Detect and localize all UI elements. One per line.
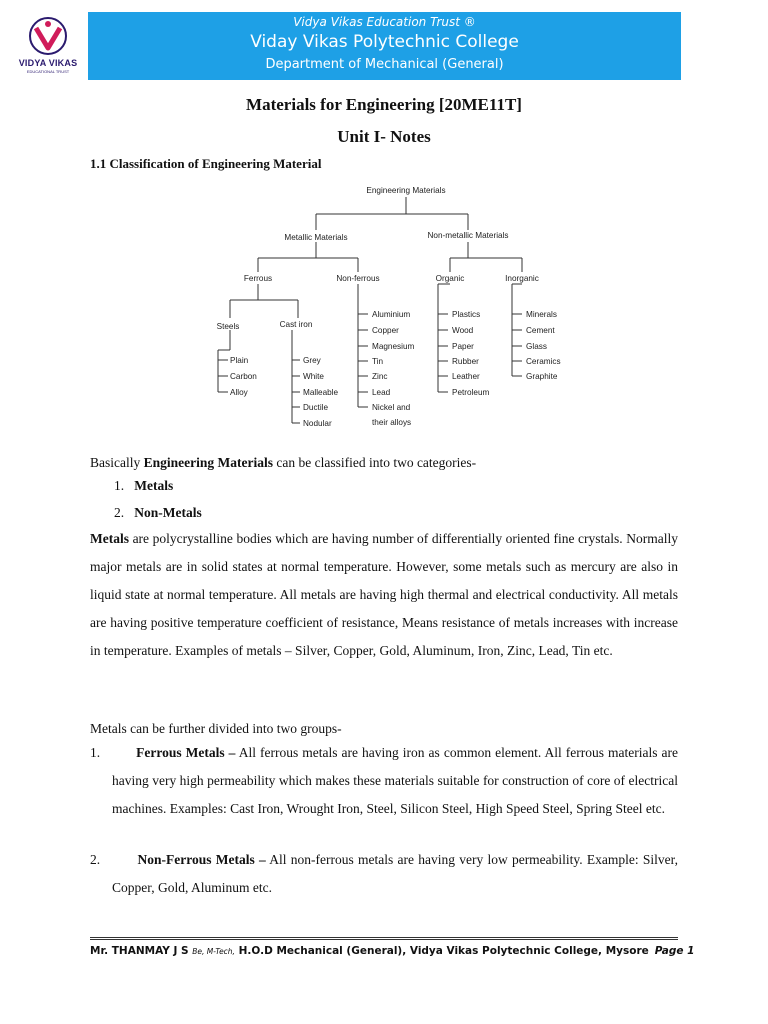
leaf-organic-4: Leather xyxy=(452,372,480,381)
leaf-non-ferrous-7: their alloys xyxy=(372,418,412,427)
list-item xyxy=(114,499,702,526)
leaf-organic-2: Paper xyxy=(452,342,474,351)
leaf-inorganic-3: Ceramics xyxy=(526,357,561,366)
classification-diagram xyxy=(206,180,586,432)
leaf-inorganic-1: Cement xyxy=(526,326,555,335)
node-metallic: Metallic Materials xyxy=(284,233,348,242)
node-cast-iron: Cast iron xyxy=(279,320,313,329)
metals-bold: Metals xyxy=(90,531,129,546)
footer-rest: H.O.D Mechanical (General), Vidya Vikas Polytechnic College, Mysore xyxy=(234,945,649,957)
leaf-inorganic-2: Glass xyxy=(526,342,547,351)
node-root: Engineering Materials xyxy=(366,186,446,195)
leaf-organic-1: Wood xyxy=(452,326,474,335)
group-number: 1. xyxy=(90,745,101,760)
intro-before: Basically xyxy=(90,455,144,470)
leaf-non-ferrous-3: Tin xyxy=(372,357,384,366)
leaf-non-ferrous-1: Copper xyxy=(372,326,399,335)
list-label: Non-Metals xyxy=(134,505,202,520)
department-name: Department of Mechanical (General) xyxy=(265,57,504,72)
header-banner xyxy=(88,12,681,80)
category-list xyxy=(114,472,702,526)
leaf-organic-0: Plastics xyxy=(452,310,481,319)
leaf-cast-iron-2: Malleable xyxy=(303,388,339,397)
leaf-steel-1: Carbon xyxy=(230,372,257,381)
leaf-non-ferrous-0: Aluminium xyxy=(372,310,411,319)
leaf-cast-iron-1: White xyxy=(303,372,324,381)
leaf-non-ferrous-5: Lead xyxy=(372,388,391,397)
intro-bold: Engineering Materials xyxy=(143,455,273,470)
leaf-steel-0: Plain xyxy=(230,356,249,365)
node-steels: Steels xyxy=(216,322,240,331)
non-ferrous-bold: Non-Ferrous Metals – xyxy=(137,852,266,867)
unit-title: Unit I- Notes xyxy=(337,127,431,146)
ferrous-text: All ferrous metals are having iron as common element. All ferrous materials are having very high permeability which makes these materials suitable for construction of core of electrical machines. Examples: Cast Iron, Wrought Iron, Steel, Silicon Steel, High Speed Steel, Spring Steel etc. xyxy=(112,745,679,816)
non-ferrous-text: All non-ferrous metals are having very low permeability. Example: Silver, Copper, Gold, Aluminum etc. xyxy=(112,852,678,895)
logo-text: VIDYA VIKAS xyxy=(18,58,78,68)
group-number: 2. xyxy=(90,852,101,867)
leaf-cast-iron-4: Nodular xyxy=(303,419,332,428)
list-label: Metals xyxy=(134,478,174,493)
node-non-ferrous: Non-ferrous xyxy=(336,274,380,283)
intro-after: can be classified into two categories- xyxy=(272,455,477,470)
college-name: Viday Vikas Polytechnic College xyxy=(250,32,519,52)
list-number: 1. xyxy=(114,478,125,493)
metals-text: are polycrystalline bodies which are having number of differentially oriented fine crystals. Normally major metals are in solid states at normal temperature. However, some metals such as mercury are also in liquid state at normal temperature. All metals are having high thermal and electrical conductivity. All metals are having positive temperature coefficient of resistance, Means resistance of metals increases with increase in temperature. Examples of metals – Silver, Copper, Gold, Aluminum, Iron, Zinc, Lead, Tin etc. xyxy=(90,531,678,658)
footer-author: Mr. THANMAY J S xyxy=(90,945,193,957)
leaf-cast-iron-0: Grey xyxy=(303,356,321,365)
leaf-non-ferrous-4: Zinc xyxy=(372,372,388,381)
page-footer xyxy=(90,945,695,957)
leaf-cast-iron-3: Ductile xyxy=(303,403,329,412)
node-ferrous: Ferrous xyxy=(243,274,273,283)
node-organic: Organic xyxy=(435,274,465,283)
footer-degree: Be, M-Tech, xyxy=(192,947,235,956)
trust-name: Vidya Vikas Education Trust ® xyxy=(293,15,476,29)
leaf-non-ferrous-6: Nickel and xyxy=(372,403,411,412)
groups-intro: Metals can be further divided into two groups- xyxy=(90,721,342,736)
non-ferrous-paragraph xyxy=(112,846,678,902)
leaf-inorganic-4: Graphite xyxy=(526,372,558,381)
leaf-steel-2: Alloy xyxy=(230,388,248,397)
leaf-organic-3: Rubber xyxy=(452,357,479,366)
leaf-non-ferrous-2: Magnesium xyxy=(372,342,415,351)
node-inorganic: Inorganic xyxy=(505,274,539,283)
leaf-organic-5: Petroleum xyxy=(452,388,490,397)
page-number: Page 1 xyxy=(654,945,695,957)
course-title: Materials for Engineering [20ME11T] xyxy=(246,95,522,114)
section-heading: 1.1 Classification of Engineering Material xyxy=(90,156,322,171)
list-item xyxy=(114,472,702,499)
node-non-metallic: Non-metallic Materials xyxy=(427,231,509,240)
footer-divider xyxy=(90,937,678,940)
metals-paragraph xyxy=(90,525,678,665)
logo-subtext: EDUCATIONAL TRUST xyxy=(26,69,70,74)
ferrous-paragraph xyxy=(112,739,678,823)
list-number: 2. xyxy=(114,505,125,520)
ferrous-bold: Ferrous Metals – xyxy=(136,745,236,760)
leaf-inorganic-0: Minerals xyxy=(526,310,557,319)
